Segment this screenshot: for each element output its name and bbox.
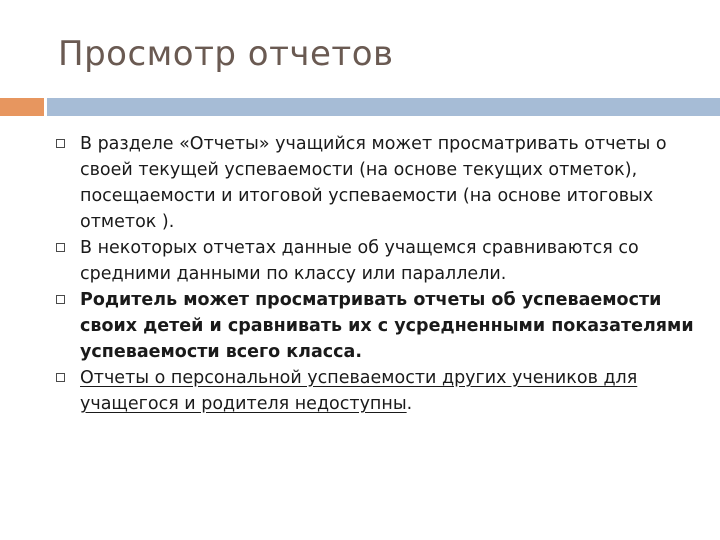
list-item [56, 235, 696, 287]
trailing-period: . [406, 394, 413, 414]
bullet-text-bold: Родитель может просматривать отчеты об успеваемости своих детей и сравнивать их с усредненными показателями успеваемости всего класса. [80, 290, 694, 362]
list-item [56, 287, 696, 365]
accent-bar-blue [47, 98, 720, 116]
square-bullet-icon [56, 373, 65, 382]
list-item [56, 365, 696, 417]
bullet-text-underlined: Отчеты о персональной успеваемости других учеников для учащегося и родителя недоступны [80, 368, 638, 414]
list-item [56, 131, 696, 235]
square-bullet-icon [56, 243, 65, 252]
square-bullet-icon [56, 295, 65, 304]
bullet-text: В некоторых отчетах данные об учащемся сравниваются со средними данными по классу или параллели. [80, 238, 639, 284]
accent-bar-orange [0, 98, 44, 116]
bullet-list [56, 131, 696, 417]
bullet-text: В разделе «Отчеты» учащийся может просматривать отчеты о своей текущей успеваемости (на основе текущих отметок), посещаемости и итоговой успеваемости (на основе итоговых отметок ). [80, 134, 667, 232]
page-title: Просмотр отчетов [58, 34, 394, 74]
square-bullet-icon [56, 139, 65, 148]
